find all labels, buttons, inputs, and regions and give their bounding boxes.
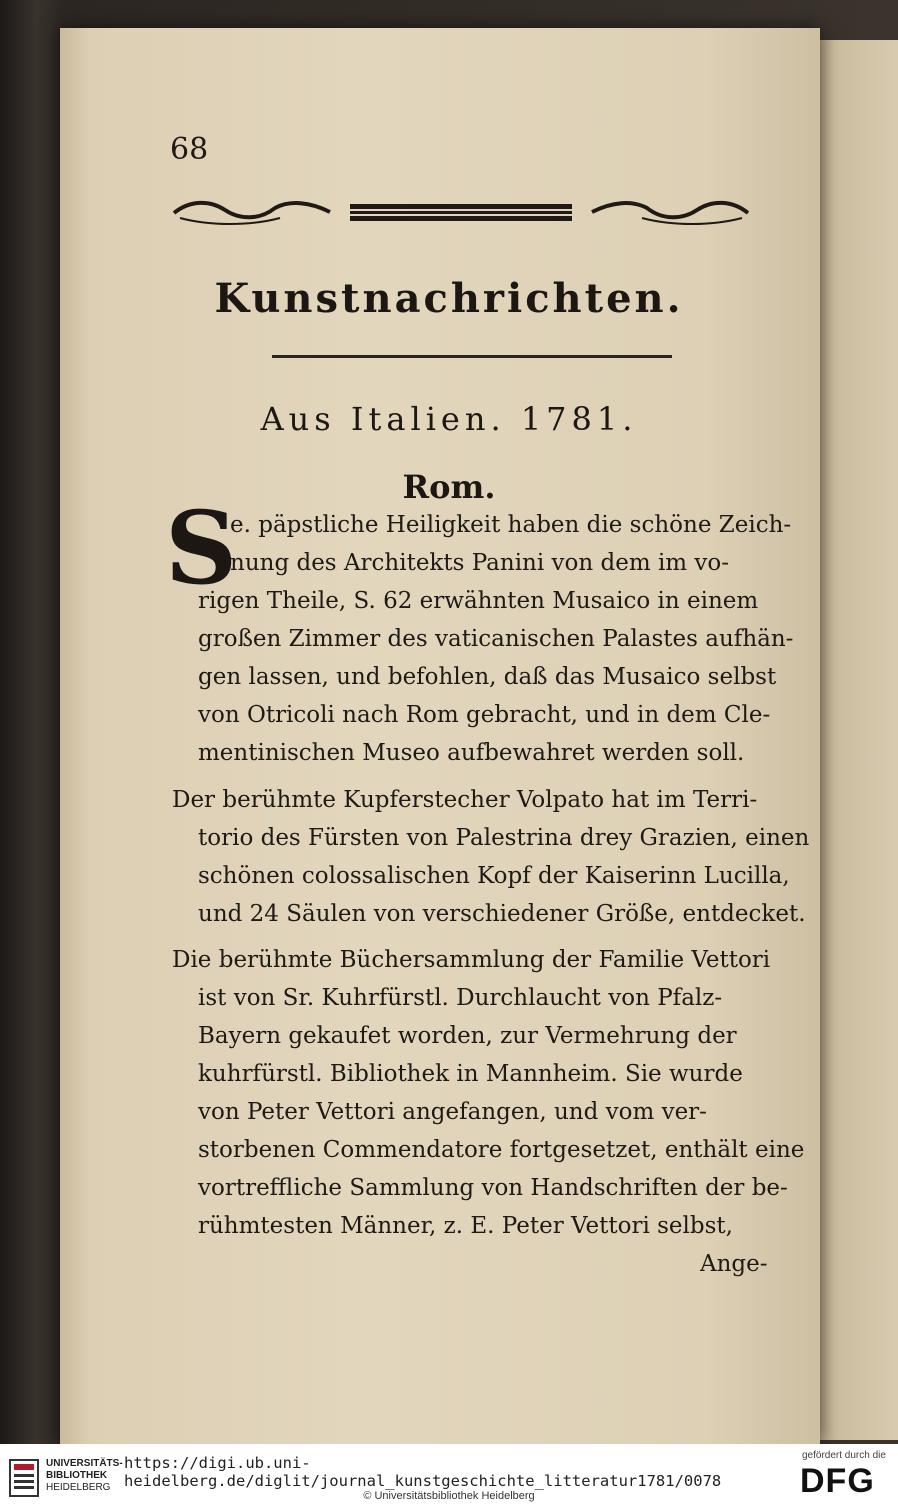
text-line: storbenen Commendatore fortgesetzet, enthält eine	[198, 1137, 805, 1163]
text-line: rigen Theile, S. 62 erwähnten Musaico in einem	[198, 588, 759, 614]
text-line: Der berühmte Kupferstecher Volpato hat im Terri-	[172, 787, 758, 813]
text-line: torio des Fürsten von Palestrina drey Grazien, einen	[198, 825, 810, 851]
drop-cap: S	[165, 489, 238, 607]
heading-rule	[272, 355, 672, 358]
text-line: und 24 Säulen von verschiedener Größe, entdecket.	[198, 901, 806, 927]
text-line: großen Zimmer des vaticanischen Palastes aufhän-	[198, 626, 794, 652]
text-line: von Peter Vettori angefangen, und vom ver-	[198, 1099, 707, 1125]
text-line: vortreffliche Sammlung von Handschriften der be-	[198, 1175, 788, 1201]
text-line: Die berühmte Büchersammlung der Familie Vettori	[172, 947, 771, 973]
viewer-footer	[0, 1444, 898, 1510]
section-subheading: Aus Italien. 1781.	[260, 400, 638, 438]
library-name	[46, 1458, 123, 1494]
page-number: 68	[170, 132, 209, 167]
copyright-notice: © Universitätsbibliothek Heidelberg	[363, 1490, 535, 1502]
text-line: ist von Sr. Kuhrfürstl. Durchlaucht von Pfalz-	[198, 985, 723, 1011]
dfg-logo: DFG	[800, 1462, 875, 1500]
funding-note: gefördert durch die	[802, 1450, 886, 1461]
catchword: Ange-	[700, 1251, 768, 1277]
facing-page-edge	[808, 40, 898, 1440]
library-name-line: UNIVERSITÄTS-	[46, 1458, 123, 1469]
permalink-url[interactable]: https://digi.ub.uni-heidelberg.de/diglit/journal_kunstgeschichte_litteratur1781/0078	[124, 1454, 722, 1490]
text-line: schönen colossalischen Kopf der Kaiserinn Lucilla,	[198, 863, 790, 889]
library-name-line: HEIDELBERG	[46, 1482, 111, 1493]
page-heading: Kunstnachrichten.	[214, 275, 684, 322]
text-line: von Otricoli nach Rom gebracht, und in dem Cle-	[198, 702, 771, 728]
library-name-line: BIBLIOTHEK	[46, 1470, 108, 1481]
text-line: rühmtesten Männer, z. E. Peter Vettori selbst,	[198, 1213, 733, 1239]
text-line: e. päpstliche Heiligkeit haben die schöne Zeich-	[230, 512, 792, 538]
text-line: kuhrfürstl. Bibliothek in Mannheim. Sie wurde	[198, 1061, 743, 1087]
text-line: mentinischen Museo aufbewahret werden soll.	[198, 740, 745, 766]
text-line: Bayern gekaufet worden, zur Vermehrung der	[198, 1023, 737, 1049]
text-line: nung des Architekts Panini von dem im vo-	[230, 550, 730, 576]
ornament-rule	[170, 196, 752, 230]
text-line: gen lassen, und befohlen, daß das Musaico selbst	[198, 664, 777, 690]
city-heading: Rom.	[402, 468, 496, 506]
